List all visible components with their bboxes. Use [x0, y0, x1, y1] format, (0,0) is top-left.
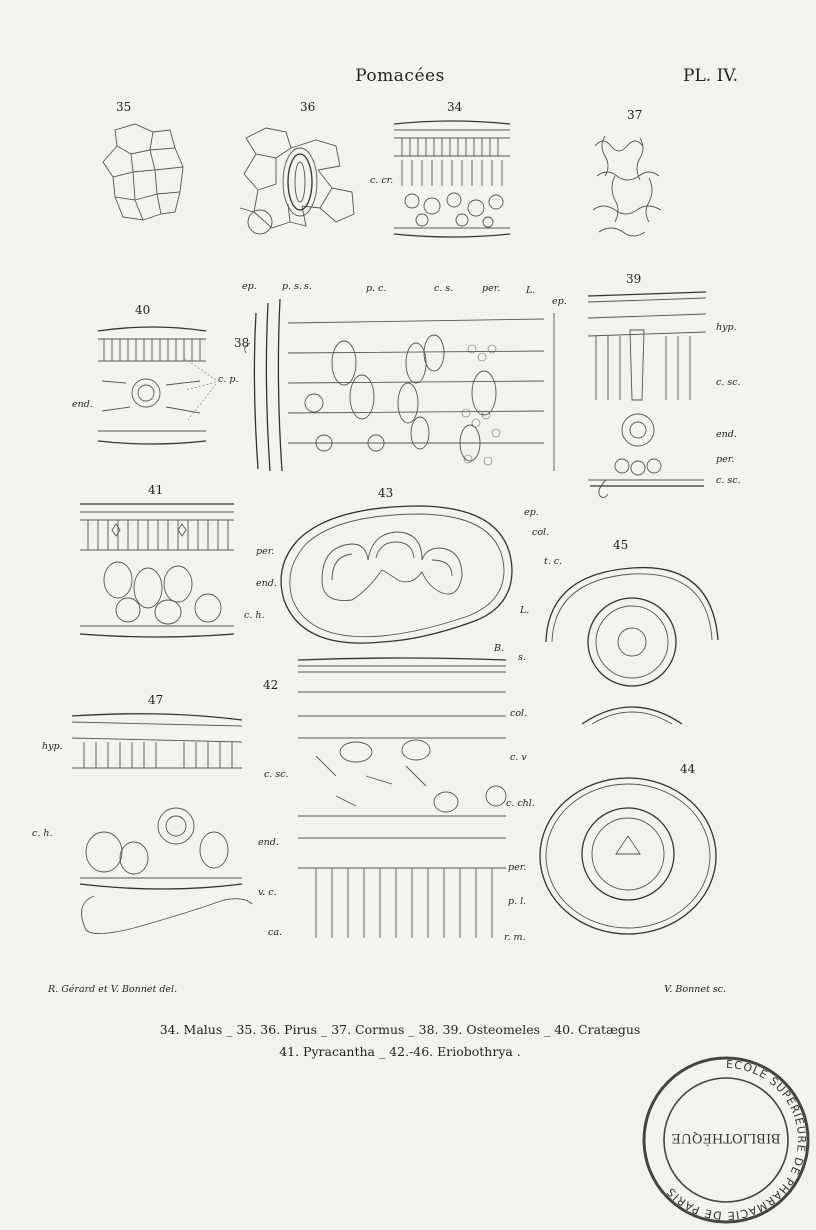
label-r-m-fig42: r. m. — [504, 932, 526, 943]
label-p-c: p. c. — [366, 283, 387, 294]
caption-line-2: 41. Pyracantha _ 42.-46. Eriobothrya . — [279, 1044, 521, 1059]
stamp-outer-text: ÉCOLE SUPÉRIEURE DE PHARMACIE DE PARIS — [663, 1057, 808, 1223]
label-L-fig43: L. — [520, 605, 530, 616]
figure-43-section-drawing — [272, 500, 520, 660]
label-c-s: c. s. — [434, 283, 454, 294]
label-s-fig42: s. — [518, 652, 526, 663]
figure-number-34: 34 — [447, 100, 463, 114]
label-per-fig42: per. — [508, 862, 527, 873]
label-ca-fig42: ca. — [268, 927, 283, 938]
label-per-fig38: per. — [482, 283, 501, 294]
credit-engraver: V. Bonnet sc. — [664, 984, 726, 995]
label-c-sc2-fig39: c. sc. — [716, 475, 741, 486]
label-p-s: p. s. — [282, 281, 303, 292]
figure-number-39: 39 — [626, 272, 642, 286]
label-p-l-fig42: p. l. — [508, 896, 527, 907]
figure-number-35: 35 — [116, 100, 132, 114]
figure-35-epidermis-drawing — [95, 122, 190, 232]
label-c-sc-fig39: c. sc. — [716, 377, 741, 388]
figure-number-40: 40 — [135, 303, 151, 317]
figure-number-42: 42 — [263, 678, 279, 692]
label-c-p: c. p. — [218, 374, 239, 385]
figure-number-45: 45 — [613, 538, 629, 552]
figure-37-wavy-cells-drawing — [585, 126, 675, 241]
label-c-sc-fig47: c. sc. — [264, 769, 289, 780]
label-col-fig42: col. — [510, 708, 528, 719]
label-col-fig43: col. — [532, 527, 550, 538]
caption-line-1: 34. Malus _ 35. 36. Pirus _ 37. Cormus _ 38. 39. Osteomeles _ 40. Cratægus — [159, 1022, 641, 1037]
figure-number-38: 38 — [234, 336, 250, 350]
figure-41-leaf-section-drawing — [78, 500, 236, 640]
label-per-fig43: per. — [256, 546, 275, 557]
label-c-v-fig42: c. v — [510, 752, 527, 763]
figure-number-41: 41 — [148, 483, 164, 497]
figure-47-leaf-section-drawing — [64, 708, 264, 944]
label-ep-fig38: ep. — [242, 281, 257, 292]
stamp-inner-text: BIBLIOTHÈQUE — [671, 1130, 781, 1145]
label-end-fig40: end. — [72, 399, 93, 410]
credit-delineators: R. Gérard et V. Bonnet del. — [48, 984, 178, 995]
plate-title: Pomacées — [355, 66, 445, 86]
label-t-c-fig43: t. c. — [544, 556, 563, 567]
label-hyp-fig39: hyp. — [716, 322, 737, 333]
figure-number-37: 37 — [627, 108, 643, 122]
label-L-fig38: L. — [526, 285, 536, 296]
label-B-fig43: B. — [494, 643, 505, 654]
library-stamp — [636, 1050, 816, 1230]
label-hyp-fig47: hyp. — [42, 741, 63, 752]
figure-39-leaf-section-drawing — [586, 290, 708, 496]
figure-number-43: 43 — [378, 486, 394, 500]
label-end-fig39: end. — [716, 429, 737, 440]
label-c-h-fig41: c. h. — [244, 610, 265, 621]
plate-number: PL. IV. — [683, 66, 738, 86]
label-v-c-fig42: v. c. — [258, 887, 277, 898]
figure-36-stoma-drawing — [236, 118, 361, 243]
label-end-fig42: end. — [258, 837, 279, 848]
figure-number-44: 44 — [680, 762, 696, 776]
label-s: s. — [304, 281, 312, 292]
figure-34-leaf-section-drawing — [392, 116, 512, 241]
figure-number-47: 47 — [148, 693, 164, 707]
label-per-fig39: per. — [716, 454, 735, 465]
figure-45-section-drawing — [542, 550, 722, 728]
label-ep-fig43: ep. — [524, 507, 539, 518]
figure-44-section-drawing — [536, 774, 720, 938]
figure-38-stem-section-drawing — [244, 293, 556, 475]
label-c-cr: c. cr. — [370, 175, 394, 186]
figure-number-36: 36 — [300, 100, 316, 114]
label-c-chl-fig42: c. chl. — [506, 798, 535, 809]
label-ep-fig39: ep. — [552, 296, 567, 307]
label-end-fig43: end. — [256, 578, 277, 589]
label-c-h-fig47: c. h. — [32, 828, 53, 839]
leader-lines-c-p — [180, 350, 220, 430]
figure-42-stem-section-drawing — [296, 656, 508, 944]
